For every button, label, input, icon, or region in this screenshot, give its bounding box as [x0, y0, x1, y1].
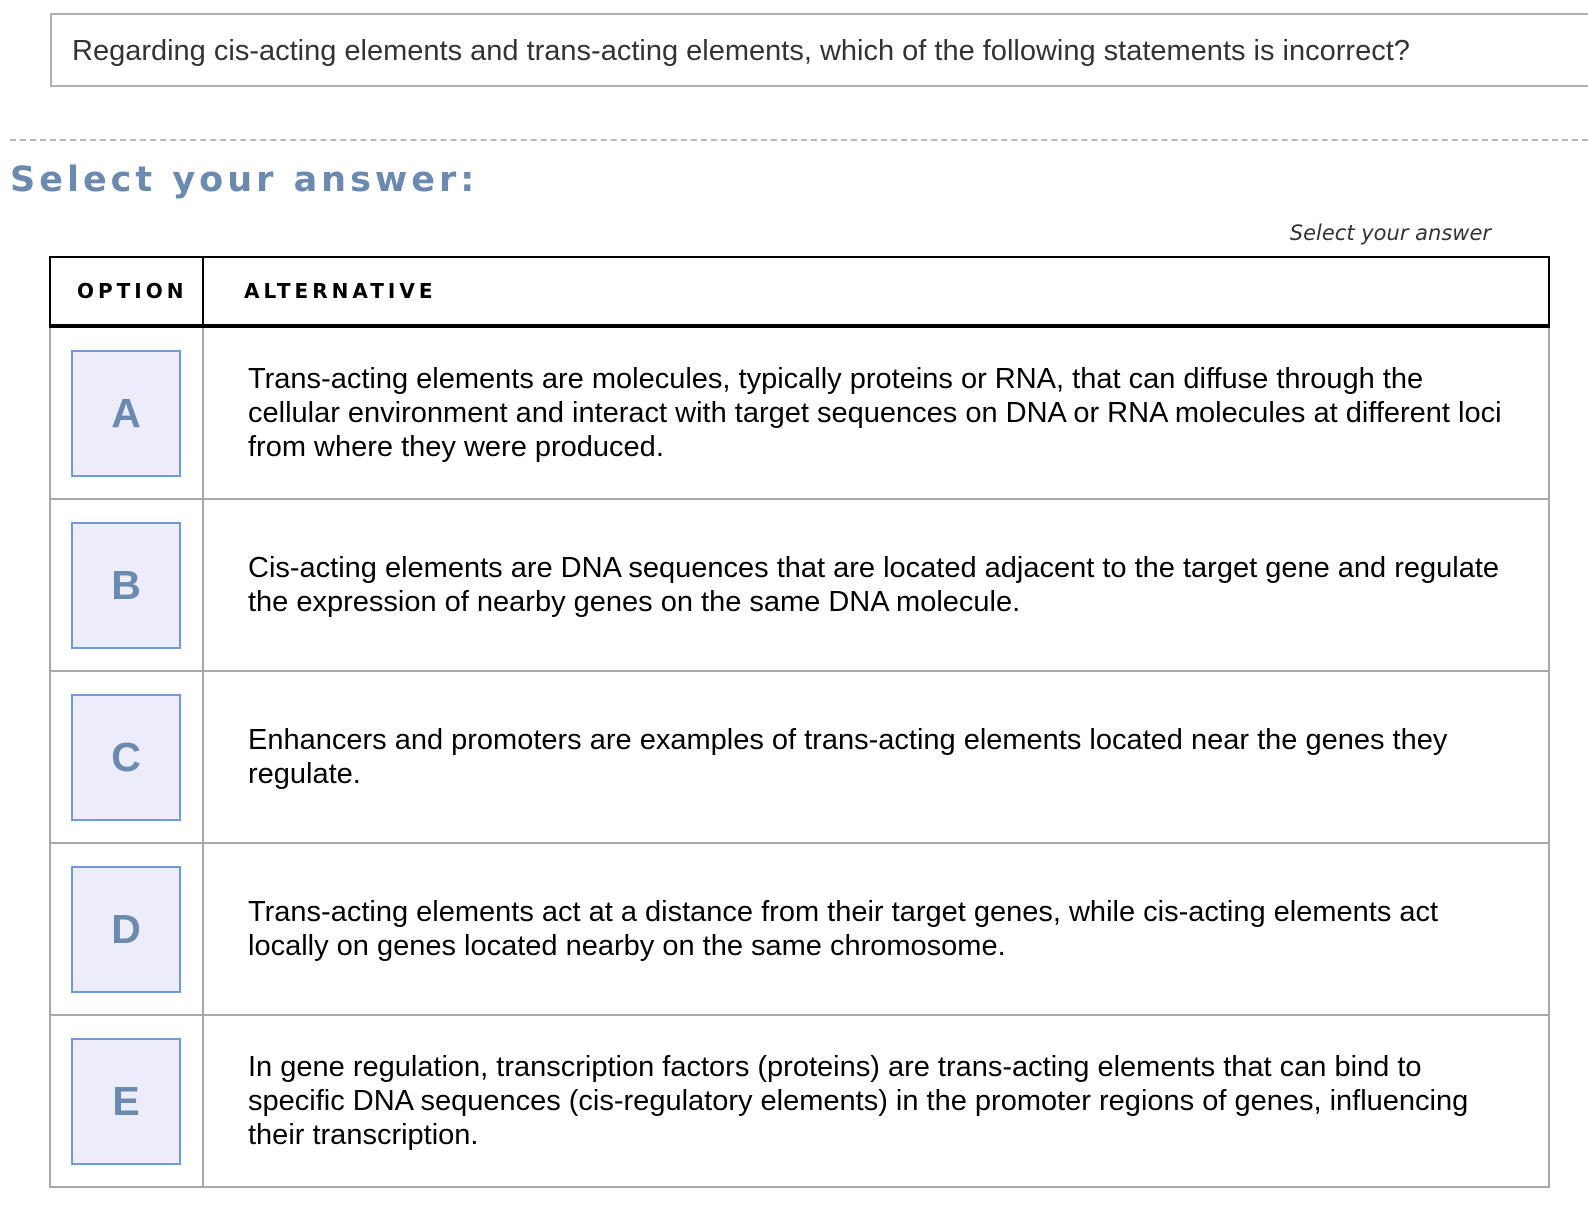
option-cell	[50, 326, 203, 499]
table-row	[50, 1015, 1549, 1187]
option-a-button[interactable]: A	[71, 350, 181, 477]
option-cell	[50, 843, 203, 1015]
table-header-row	[50, 257, 1549, 326]
alternative-e-text: In gene regulation, transcription factors (proteins) are trans-acting elements that can bind to specific DNA sequences (cis-regulatory elements) in the promoter regions of genes, influencing their transcription.	[248, 1051, 1469, 1151]
select-answer-hint: Select your answer	[1289, 221, 1491, 245]
alternative-cell	[203, 326, 1549, 499]
option-e-button[interactable]: E	[71, 1038, 181, 1165]
table-row	[50, 499, 1549, 671]
table-row	[50, 843, 1549, 1015]
column-header-alternative: ALTERNATIVE	[203, 257, 1549, 326]
alternative-d-text: Trans-acting elements act at a distance from their target genes, while cis-acting elements act locally on genes located nearby on the same chromosome.	[248, 896, 1439, 962]
alternative-b-text: Cis-acting elements are DNA sequences that are located adjacent to the target gene and regulate the expression of nearby genes on the same DNA molecule.	[248, 552, 1500, 618]
question-box	[50, 13, 1588, 87]
alternative-cell	[203, 671, 1549, 843]
alternative-cell	[203, 1015, 1549, 1187]
option-d-button[interactable]: D	[71, 866, 181, 993]
option-c-button[interactable]: C	[71, 694, 181, 821]
alternative-cell	[203, 843, 1549, 1015]
option-cell	[50, 671, 203, 843]
section-divider	[10, 139, 1588, 141]
option-cell	[50, 499, 203, 671]
option-b-button[interactable]: B	[71, 522, 181, 649]
option-cell	[50, 1015, 203, 1187]
table-row	[50, 326, 1549, 499]
alternative-c-text: Enhancers and promoters are examples of trans-acting elements located near the genes they regulate.	[248, 724, 1448, 790]
alternative-a-text: Trans-acting elements are molecules, typically proteins or RNA, that can diffuse through the cellular environment and interact with target sequences on DNA or RNA molecules at different loci from where they were produced.	[248, 363, 1502, 463]
select-answer-heading: Select your answer:	[10, 160, 479, 200]
table-row	[50, 671, 1549, 843]
question-text: Regarding cis-acting elements and trans-acting elements, which of the following statements is incorrect?	[72, 35, 1410, 67]
alternative-cell	[203, 499, 1549, 671]
answer-table	[49, 256, 1550, 1188]
column-header-option: OPTION	[50, 257, 203, 326]
